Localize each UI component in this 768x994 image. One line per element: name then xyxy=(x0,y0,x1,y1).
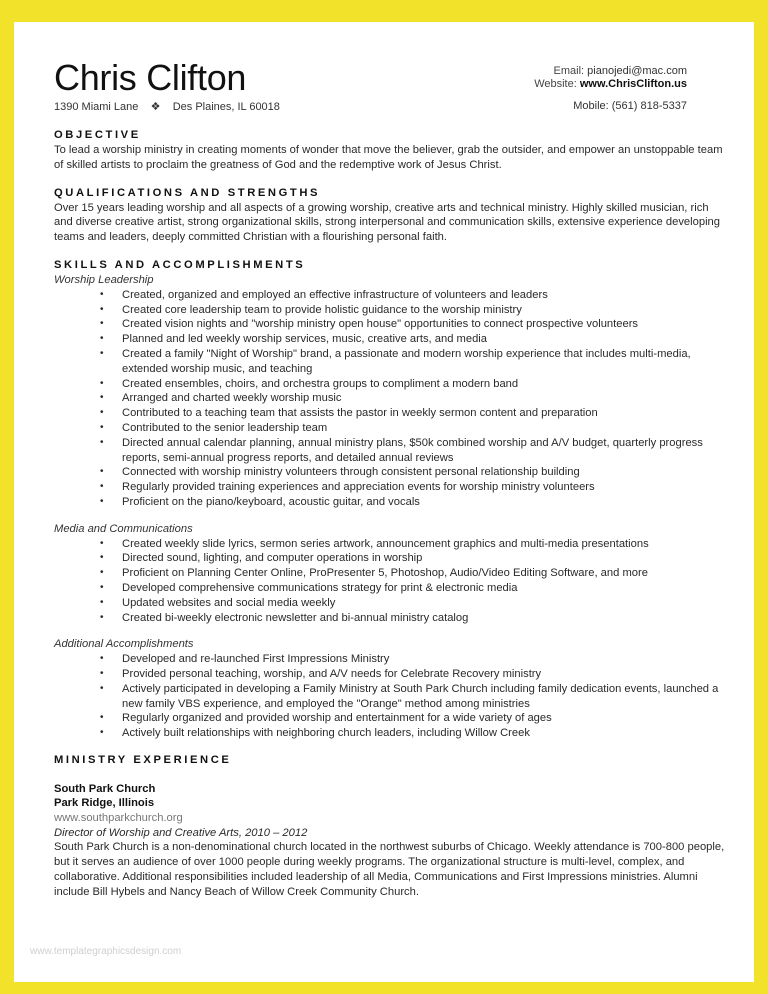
bullet-icon: • xyxy=(100,318,104,330)
list-item-text: Arranged and charted weekly worship music xyxy=(122,392,342,405)
watermark: www.templategraphicsdesign.com xyxy=(30,946,182,957)
skills-list xyxy=(54,652,726,741)
objective-heading: OBJECTIVE xyxy=(54,129,141,141)
organization-location: Park Ridge, Illinois xyxy=(54,797,155,810)
email-label: Email: xyxy=(553,65,585,77)
list-item-text: Directed sound, lighting, and computer operations in worship xyxy=(122,552,423,565)
list-item-text: Contributed to the senior leadership team xyxy=(122,421,328,434)
list-item-text: Created, organized and employed an effective infrastructure of volunteers and leaders xyxy=(122,288,548,301)
list-item-text: Actively built relationships with neighboring church leaders, including Willow Creek xyxy=(122,727,530,740)
list-item-text: Directed annual calendar planning, annual ministry plans, $50k combined worship and A/V budget, quarterly progress reports, semi-annual progress reports, and detailed annual reviews xyxy=(122,436,703,464)
resume-page xyxy=(14,22,754,982)
bullet-icon: • xyxy=(100,466,104,478)
bullet-icon: • xyxy=(100,712,104,724)
skills-subheading: Additional Accomplishments xyxy=(54,638,194,651)
list-item-text: Created bi-weekly electronic newsletter and bi-annual ministry catalog xyxy=(122,611,469,624)
experience-section xyxy=(54,753,726,900)
email-line xyxy=(534,65,687,78)
list-item xyxy=(54,682,726,712)
qualifications-section xyxy=(54,186,726,245)
bullet-icon: • xyxy=(100,682,104,694)
list-item xyxy=(54,288,726,303)
skills-groups xyxy=(54,273,726,741)
bullet-icon: • xyxy=(100,727,104,739)
qualifications-heading: QUALIFICATIONS AND STRENGTHS xyxy=(54,186,321,199)
list-item xyxy=(54,391,726,406)
list-item xyxy=(54,406,726,421)
bullet-icon: • xyxy=(100,288,104,300)
skills-heading: SKILLS AND ACCOMPLISHMENTS xyxy=(54,258,306,271)
list-item-text: Created a family "Night of Worship" brand, a passionate and modern worship experience that includes multi-media, extended worship music, and teaching xyxy=(122,347,691,375)
website-link[interactable]: www.ChrisClifton.us xyxy=(579,78,687,90)
list-item-text: Created ensembles, choirs, and orchestra groups to compliment a modern band xyxy=(122,377,519,390)
list-item xyxy=(54,332,726,347)
bullet-icon: • xyxy=(100,347,104,359)
list-item xyxy=(54,303,726,318)
list-item xyxy=(54,347,726,377)
skills-list xyxy=(54,537,726,626)
job-role: Director of Worship and Creative Arts, 2010 – 2012 xyxy=(54,826,308,839)
list-item xyxy=(54,566,726,581)
bullet-icon: • xyxy=(100,333,104,345)
list-item-text: Developed and re-launched First Impressions Ministry xyxy=(122,653,390,666)
list-item-text: Created vision nights and "worship ministry open house" opportunities to connect prospective volunteers xyxy=(122,318,639,331)
experience-heading: MINISTRY EXPERIENCE xyxy=(54,753,232,766)
website-line xyxy=(534,78,687,91)
list-item-text: Proficient on Planning Center Online, ProPresenter 5, Photoshop, Audio/Video Editing Software, and more xyxy=(122,567,648,580)
bullet-icon: • xyxy=(100,581,104,593)
skills-subheading: Media and Communications xyxy=(54,522,193,535)
list-item xyxy=(54,581,726,596)
list-item xyxy=(54,377,726,392)
objective-section xyxy=(54,128,726,173)
list-item xyxy=(54,652,726,667)
list-item xyxy=(54,611,726,626)
skills-section xyxy=(54,258,726,741)
list-item xyxy=(54,317,726,332)
list-item xyxy=(54,436,726,466)
bullet-icon: • xyxy=(100,303,104,315)
bullet-icon: • xyxy=(100,596,104,608)
objective-text: To lead a worship ministry in creating moments of wonder that move the believer, grab the outsider, and empower an unstoppable team of skilled artists to proclaim the greatness of God and the redemptive work of Jesus Christ. xyxy=(54,144,723,171)
bullet-icon: • xyxy=(100,495,104,507)
list-item xyxy=(54,551,726,566)
bullet-icon: • xyxy=(100,481,104,493)
bullet-icon: • xyxy=(100,537,104,549)
candidate-name: Chris Clifton xyxy=(54,57,247,98)
list-item-text: Updated websites and social media weekly xyxy=(122,596,336,609)
skills-list xyxy=(54,288,726,510)
bullet-icon: • xyxy=(100,377,104,389)
contact-block xyxy=(534,65,687,91)
list-item xyxy=(54,480,726,495)
list-item-text: Provided personal teaching, worship, and A/V needs for Celebrate Recovery ministry xyxy=(122,667,542,680)
bullet-icon: • xyxy=(100,667,104,679)
list-item-text: Planned and led weekly worship services, music, creative arts, and media xyxy=(122,333,488,346)
bullet-icon: • xyxy=(100,611,104,623)
list-item-text: Created core leadership team to provide holistic guidance to the worship ministry xyxy=(122,303,522,316)
address-line: 1390 Miami Lane ❖ Des Plaines, IL 60018 xyxy=(54,101,280,113)
bullet-icon: • xyxy=(100,653,104,665)
website-label: Website: xyxy=(534,78,577,90)
mobile-phone: Mobile: (561) 818-5337 xyxy=(573,100,687,112)
bullet-icon: • xyxy=(100,436,104,448)
list-item-text: Connected with worship ministry volunteers through consistent personal relationship building xyxy=(122,466,580,479)
bullet-icon: • xyxy=(100,407,104,419)
list-item xyxy=(54,596,726,611)
bullet-icon: • xyxy=(100,421,104,433)
list-item xyxy=(54,421,726,436)
list-item xyxy=(54,537,726,552)
list-item xyxy=(54,667,726,682)
organization-description: South Park Church is a non-denominational church located in the northwest suburbs of Chicago. Weekly attendance is 700-800 people, but it serves an audience of over 1000 people during weekly programs. The organizational structure is multi-level, complex, and collaborative. Additional responsibilities included leadership of all Media, Communications and First Impressions ministries. Alumni include Bill Hybels and Nancy Beach of Willow Creek Community Church. xyxy=(54,841,725,898)
skills-subheading: Worship Leadership xyxy=(54,273,154,286)
email-link[interactable]: pianojedi@mac.com xyxy=(587,65,687,77)
list-item-text: Created weekly slide lyrics, sermon series artwork, announcement graphics and multi-media presentations xyxy=(122,537,649,550)
list-item-text: Actively participated in developing a Family Ministry at South Park Church including family dedication events, launched a new family VBS experience, and employed the "Orange" method among ministries xyxy=(122,682,719,710)
bullet-icon: • xyxy=(100,392,104,404)
resume-content xyxy=(54,128,726,900)
list-item-text: Proficient on the piano/keyboard, acoustic guitar, and vocals xyxy=(122,495,420,508)
list-item-text: Regularly organized and provided worship and entertainment for a wide variety of ages xyxy=(122,712,552,725)
bullet-icon: • xyxy=(100,552,104,564)
organization-name: South Park Church xyxy=(54,782,156,795)
list-item xyxy=(54,711,726,726)
qualifications-text: Over 15 years leading worship and all aspects of a growing worship, creative arts and technical ministry. Highly skilled musician, rich and diverse creative artist, strong organizational skills, strong interpersonal and communication skills, extensive experience developing teams and leaders, deeply committed Christian with a flourishing personal faith. xyxy=(54,201,721,244)
organization-url[interactable]: www.southparkchurch.org xyxy=(54,811,183,824)
list-item-text: Developed comprehensive communications strategy for print & electronic media xyxy=(122,581,518,594)
list-item xyxy=(54,465,726,480)
list-item xyxy=(54,495,726,510)
bullet-icon: • xyxy=(100,567,104,579)
list-item-text: Regularly provided training experiences and appreciation events for worship ministry volunteers xyxy=(122,481,595,494)
list-item xyxy=(54,726,726,741)
list-item-text: Contributed to a teaching team that assists the pastor in weekly sermon content and preparation xyxy=(122,407,598,420)
